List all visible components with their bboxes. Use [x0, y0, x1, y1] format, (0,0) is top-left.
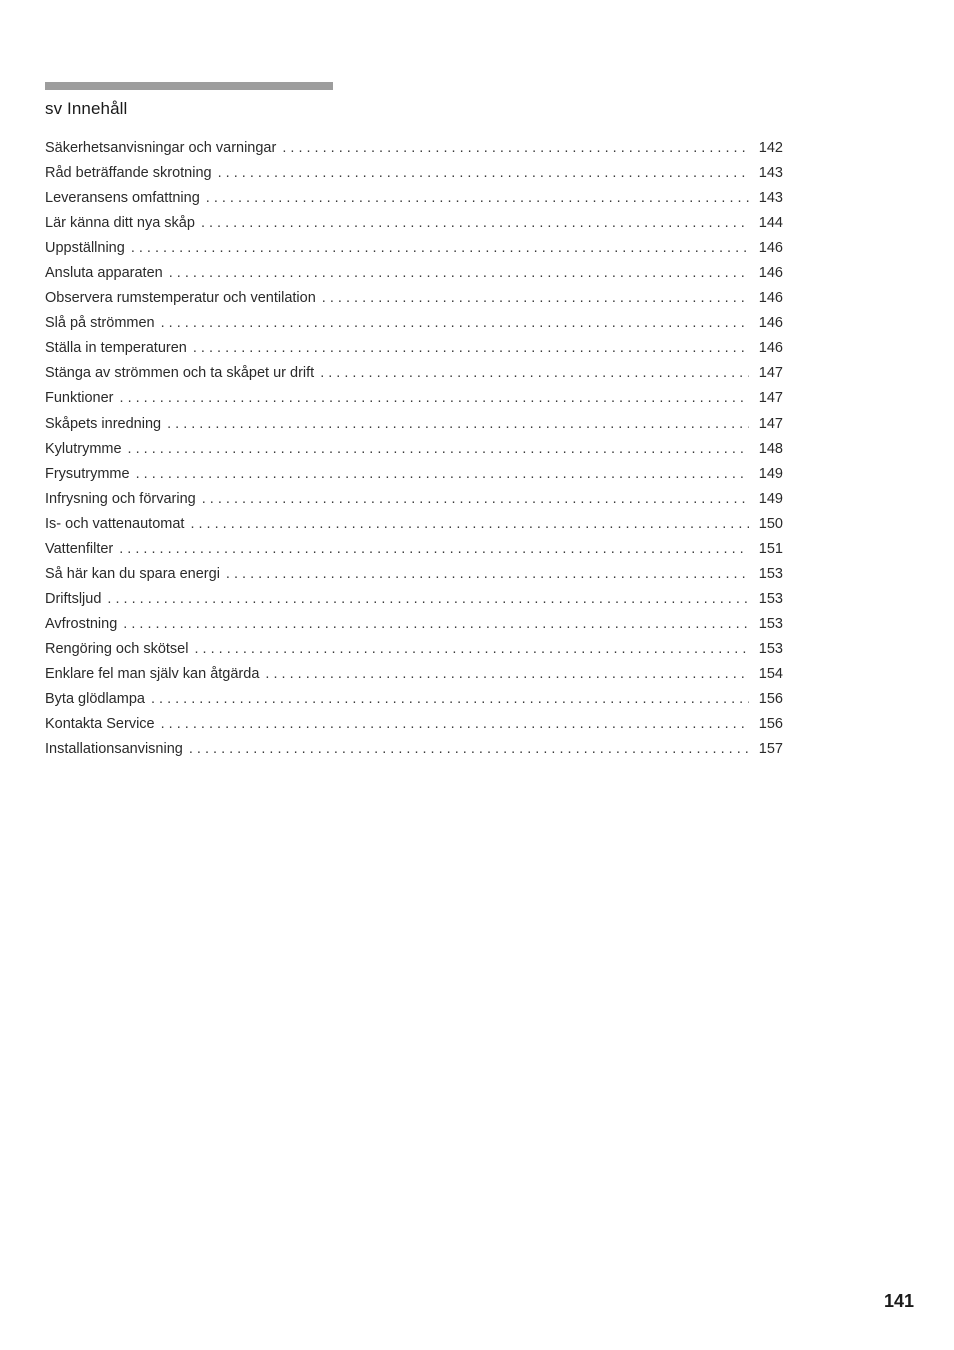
toc-dot-leader: [161, 716, 749, 732]
toc-dot-leader: [131, 240, 749, 256]
page-number: 141: [883, 1291, 914, 1311]
toc-entry-label: Uppställning: [45, 240, 125, 257]
toc-entry[interactable]: [45, 566, 783, 591]
toc-entry-page: 156: [758, 716, 783, 733]
toc-dot-leader: [151, 691, 749, 707]
toc-dot-leader: [202, 491, 749, 507]
toc-entry-label: Ansluta apparaten: [45, 265, 163, 282]
toc-dot-leader: [167, 416, 749, 432]
toc-entry-page: 150: [758, 515, 783, 532]
toc-dot-leader: [322, 290, 749, 306]
toc-entry-page: 146: [758, 240, 783, 257]
toc-entry-page: 142: [758, 140, 783, 156]
toc-entry-page: 149: [758, 465, 783, 482]
toc-entry-label: Frysutrymme: [45, 465, 130, 482]
toc-entry-page: 151: [758, 540, 783, 557]
toc-entry-page: 146: [758, 340, 783, 357]
toc-entry-label: Vattenfilter: [45, 540, 114, 557]
toc-entry-label: Byta glödlampa: [45, 691, 145, 708]
toc-entry[interactable]: [45, 165, 783, 190]
toc-entry-page: 147: [758, 390, 783, 407]
toc-entry[interactable]: [45, 215, 783, 240]
toc-entry[interactable]: [45, 140, 783, 165]
toc-entry-label: Avfrostning: [45, 615, 118, 632]
toc-entry[interactable]: [45, 190, 783, 215]
toc-entry-page: 146: [758, 265, 783, 282]
toc-entry-label: Leveransens omfattning: [45, 190, 200, 207]
toc-entry[interactable]: [45, 365, 783, 390]
toc-entry-page: 148: [758, 440, 783, 457]
toc-entry-label: Infrysning och förvaring: [45, 490, 196, 507]
toc-entry-page: 146: [758, 290, 783, 307]
toc-entry-page: 147: [758, 365, 783, 382]
toc-entry[interactable]: [45, 466, 783, 491]
toc-dot-leader: [194, 641, 749, 657]
toc-dot-leader: [190, 516, 749, 532]
toc-entry-label: Säkerhetsanvisningar och varningar: [45, 140, 277, 156]
toc-entry-label: Observera rumstemperatur och ventilation: [45, 290, 316, 307]
toc-entry[interactable]: [45, 641, 783, 666]
toc-entry[interactable]: [45, 390, 783, 415]
toc-entry-page: 153: [758, 640, 783, 657]
toc-dot-leader: [107, 591, 749, 607]
toc-dot-leader: [206, 190, 749, 206]
toc-dot-leader: [193, 340, 749, 356]
section-header-bar: [45, 82, 333, 90]
toc-dot-leader: [128, 441, 749, 457]
toc-entry-page: 153: [758, 590, 783, 607]
toc-entry[interactable]: [45, 741, 783, 766]
page-title: sv Innehåll: [45, 99, 128, 118]
toc-entry-page: 143: [758, 165, 783, 182]
toc-entry-label: Driftsljud: [45, 590, 102, 607]
toc-entry[interactable]: [45, 340, 783, 365]
toc-entry-page: 147: [758, 415, 783, 432]
toc-dot-leader: [169, 265, 749, 281]
toc-entry-label: Kylutrymme: [45, 440, 122, 457]
toc-entry[interactable]: [45, 666, 783, 691]
toc-entry-label: Kontakta Service: [45, 716, 155, 733]
toc-dot-leader: [136, 466, 749, 482]
toc-entry-page: 153: [758, 565, 783, 582]
toc-entry[interactable]: [45, 265, 783, 290]
toc-entry-label: Skåpets inredning: [45, 415, 162, 432]
toc-entry-page: 153: [758, 615, 783, 632]
toc-entry-page: 144: [758, 215, 783, 232]
toc-entry-label: Enklare fel man själv kan åtgärda: [45, 665, 260, 682]
toc-entry-label: Råd beträffande skrotning: [45, 165, 212, 182]
toc-entry[interactable]: [45, 516, 783, 541]
toc-dot-leader: [123, 616, 749, 632]
toc-entry[interactable]: [45, 491, 783, 516]
toc-entry-page: 154: [758, 665, 783, 682]
toc-entry[interactable]: [45, 616, 783, 641]
toc-entry[interactable]: [45, 416, 783, 441]
toc-entry[interactable]: [45, 541, 783, 566]
toc-entry-label: Stänga av strömmen och ta skåpet ur drift: [45, 365, 315, 382]
toc-dot-leader: [226, 566, 749, 582]
toc-entry-page: 143: [758, 190, 783, 207]
toc-entry[interactable]: [45, 441, 783, 466]
toc-entry-label: Is- och vattenautomat: [45, 515, 185, 532]
toc-entry[interactable]: [45, 290, 783, 315]
toc-dot-leader: [161, 315, 749, 331]
toc-dot-leader: [119, 541, 749, 557]
toc-entry-label: Funktioner: [45, 390, 114, 407]
toc-dot-leader: [189, 741, 749, 757]
toc-entry-label: Ställa in temperaturen: [45, 340, 187, 357]
toc-dot-leader: [282, 140, 749, 156]
toc-entry[interactable]: [45, 315, 783, 340]
toc-entry-page: 156: [758, 691, 783, 708]
toc-entry-label: Rengöring och skötsel: [45, 640, 189, 657]
toc-entry-page: 146: [758, 315, 783, 332]
toc-entry-label: Lär känna ditt nya skåp: [45, 215, 195, 232]
toc-entry-label: Slå på strömmen: [45, 315, 155, 332]
toc-dot-leader: [320, 365, 749, 381]
toc-entry[interactable]: [45, 240, 783, 265]
toc-dot-leader: [201, 215, 749, 231]
toc-dot-leader: [120, 390, 749, 406]
toc-entry[interactable]: [45, 691, 783, 716]
toc-dot-leader: [265, 666, 749, 682]
toc-entry-page: 149: [758, 490, 783, 507]
toc-entry-label: Installationsanvisning: [45, 741, 183, 758]
toc-entry[interactable]: [45, 716, 783, 741]
table-of-contents: [45, 140, 783, 766]
toc-entry[interactable]: [45, 591, 783, 616]
toc-entry-label: Så här kan du spara energi: [45, 565, 220, 582]
toc-entry-page: 157: [758, 741, 783, 758]
toc-dot-leader: [218, 165, 749, 181]
